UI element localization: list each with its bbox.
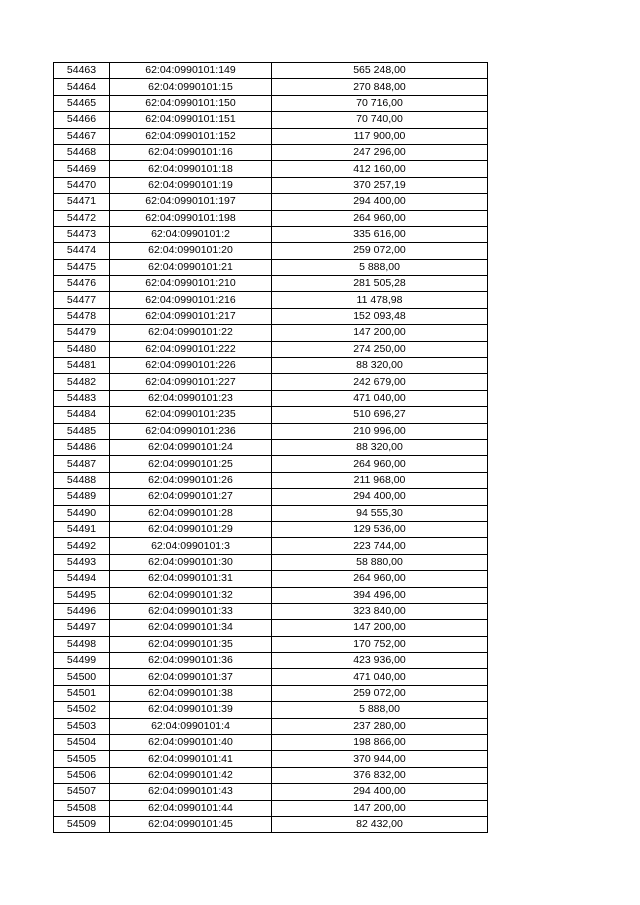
- cadastral-number-cell: 62:04:0990101:32: [110, 587, 272, 603]
- table-row: [54, 718, 488, 734]
- row-number-cell: 54463: [54, 63, 110, 79]
- table-body: [54, 63, 488, 833]
- table-row: [54, 472, 488, 488]
- row-number-cell: 54500: [54, 669, 110, 685]
- row-number-cell: 54497: [54, 620, 110, 636]
- row-number-cell: 54472: [54, 210, 110, 226]
- cadastral-value-cell: 264 960,00: [272, 210, 488, 226]
- cadastral-number-cell: 62:04:0990101:36: [110, 653, 272, 669]
- cadastral-number-cell: 62:04:0990101:4: [110, 718, 272, 734]
- row-number-cell: 54484: [54, 407, 110, 423]
- row-number-cell: 54479: [54, 325, 110, 341]
- cadastral-value-cell: 510 696,27: [272, 407, 488, 423]
- cadastral-value-cell: 294 400,00: [272, 784, 488, 800]
- table-row: [54, 554, 488, 570]
- cadastral-number-cell: 62:04:0990101:44: [110, 800, 272, 816]
- cadastral-number-cell: 62:04:0990101:40: [110, 735, 272, 751]
- cadastral-value-cell: 412 160,00: [272, 161, 488, 177]
- row-number-cell: 54473: [54, 226, 110, 242]
- row-number-cell: 54485: [54, 423, 110, 439]
- cadastral-value-cell: 210 996,00: [272, 423, 488, 439]
- cadastral-number-cell: 62:04:0990101:226: [110, 358, 272, 374]
- cadastral-value-cell: 274 250,00: [272, 341, 488, 357]
- row-number-cell: 54509: [54, 816, 110, 832]
- table-row: [54, 308, 488, 324]
- cadastral-number-cell: 62:04:0990101:152: [110, 128, 272, 144]
- row-number-cell: 54493: [54, 554, 110, 570]
- table-row: [54, 226, 488, 242]
- row-number-cell: 54504: [54, 735, 110, 751]
- cadastral-value-cell: 5 888,00: [272, 702, 488, 718]
- cadastral-number-cell: 62:04:0990101:21: [110, 259, 272, 275]
- row-number-cell: 54476: [54, 276, 110, 292]
- cadastral-value-cell: 147 200,00: [272, 620, 488, 636]
- table-row: [54, 767, 488, 783]
- cadastral-number-cell: 62:04:0990101:37: [110, 669, 272, 685]
- cadastral-value-cell: 247 296,00: [272, 144, 488, 160]
- row-number-cell: 54491: [54, 521, 110, 537]
- row-number-cell: 54470: [54, 177, 110, 193]
- row-number-cell: 54469: [54, 161, 110, 177]
- cadastral-value-cell: 565 248,00: [272, 63, 488, 79]
- cadastral-number-cell: 62:04:0990101:35: [110, 636, 272, 652]
- table-row: [54, 194, 488, 210]
- table-row: [54, 407, 488, 423]
- table-row: [54, 341, 488, 357]
- table-row: [54, 161, 488, 177]
- table-row: [54, 292, 488, 308]
- cadastral-value-cell: 88 320,00: [272, 439, 488, 455]
- table-row: [54, 144, 488, 160]
- row-number-cell: 54503: [54, 718, 110, 734]
- cadastral-number-cell: 62:04:0990101:43: [110, 784, 272, 800]
- cadastral-value-cell: 170 752,00: [272, 636, 488, 652]
- cadastral-number-cell: 62:04:0990101:210: [110, 276, 272, 292]
- table-row: [54, 95, 488, 111]
- row-number-cell: 54481: [54, 358, 110, 374]
- table-row: [54, 685, 488, 701]
- row-number-cell: 54506: [54, 767, 110, 783]
- cadastral-number-cell: 62:04:0990101:34: [110, 620, 272, 636]
- table-row: [54, 505, 488, 521]
- cadastral-number-cell: 62:04:0990101:39: [110, 702, 272, 718]
- table-row: [54, 358, 488, 374]
- row-number-cell: 54492: [54, 538, 110, 554]
- table-row: [54, 243, 488, 259]
- cadastral-number-cell: 62:04:0990101:2: [110, 226, 272, 242]
- row-number-cell: 54501: [54, 685, 110, 701]
- table-row: [54, 79, 488, 95]
- cadastral-value-cell: 294 400,00: [272, 489, 488, 505]
- cadastral-value-cell: 323 840,00: [272, 603, 488, 619]
- cadastral-number-cell: 62:04:0990101:222: [110, 341, 272, 357]
- table-row: [54, 456, 488, 472]
- table-row: [54, 63, 488, 79]
- cadastral-number-cell: 62:04:0990101:198: [110, 210, 272, 226]
- cadastral-number-cell: 62:04:0990101:151: [110, 112, 272, 128]
- cadastral-value-table: [53, 62, 488, 833]
- table-row: [54, 653, 488, 669]
- cadastral-number-cell: 62:04:0990101:16: [110, 144, 272, 160]
- cadastral-value-cell: 370 257,19: [272, 177, 488, 193]
- cadastral-number-cell: 62:04:0990101:217: [110, 308, 272, 324]
- table-row: [54, 177, 488, 193]
- cadastral-value-cell: 270 848,00: [272, 79, 488, 95]
- cadastral-number-cell: 62:04:0990101:197: [110, 194, 272, 210]
- cadastral-value-cell: 223 744,00: [272, 538, 488, 554]
- row-number-cell: 54487: [54, 456, 110, 472]
- table-row: [54, 390, 488, 406]
- table-row: [54, 816, 488, 832]
- row-number-cell: 54505: [54, 751, 110, 767]
- table-row: [54, 702, 488, 718]
- cadastral-value-cell: 335 616,00: [272, 226, 488, 242]
- cadastral-number-cell: 62:04:0990101:26: [110, 472, 272, 488]
- row-number-cell: 54465: [54, 95, 110, 111]
- cadastral-value-cell: 471 040,00: [272, 669, 488, 685]
- cadastral-value-cell: 294 400,00: [272, 194, 488, 210]
- row-number-cell: 54495: [54, 587, 110, 603]
- cadastral-number-cell: 62:04:0990101:24: [110, 439, 272, 455]
- row-number-cell: 54502: [54, 702, 110, 718]
- table-row: [54, 521, 488, 537]
- cadastral-value-cell: 242 679,00: [272, 374, 488, 390]
- table-row: [54, 571, 488, 587]
- cadastral-value-cell: 11 478,98: [272, 292, 488, 308]
- cadastral-value-cell: 117 900,00: [272, 128, 488, 144]
- row-number-cell: 54490: [54, 505, 110, 521]
- table-row: [54, 423, 488, 439]
- cadastral-value-cell: 152 093,48: [272, 308, 488, 324]
- table-row: [54, 489, 488, 505]
- cadastral-number-cell: 62:04:0990101:41: [110, 751, 272, 767]
- cadastral-number-cell: 62:04:0990101:27: [110, 489, 272, 505]
- table-row: [54, 669, 488, 685]
- cadastral-number-cell: 62:04:0990101:25: [110, 456, 272, 472]
- table-row: [54, 112, 488, 128]
- cadastral-value-cell: 281 505,28: [272, 276, 488, 292]
- cadastral-value-cell: 394 496,00: [272, 587, 488, 603]
- cadastral-value-cell: 264 960,00: [272, 571, 488, 587]
- table-row: [54, 259, 488, 275]
- row-number-cell: 54478: [54, 308, 110, 324]
- cadastral-number-cell: 62:04:0990101:30: [110, 554, 272, 570]
- cadastral-value-cell: 376 832,00: [272, 767, 488, 783]
- row-number-cell: 54494: [54, 571, 110, 587]
- table-row: [54, 276, 488, 292]
- table-row: [54, 374, 488, 390]
- cadastral-number-cell: 62:04:0990101:216: [110, 292, 272, 308]
- table-row: [54, 735, 488, 751]
- row-number-cell: 54486: [54, 439, 110, 455]
- row-number-cell: 54464: [54, 79, 110, 95]
- table-row: [54, 538, 488, 554]
- cadastral-number-cell: 62:04:0990101:33: [110, 603, 272, 619]
- table-row: [54, 587, 488, 603]
- cadastral-value-cell: 259 072,00: [272, 685, 488, 701]
- cadastral-number-cell: 62:04:0990101:3: [110, 538, 272, 554]
- cadastral-number-cell: 62:04:0990101:20: [110, 243, 272, 259]
- row-number-cell: 54480: [54, 341, 110, 357]
- row-number-cell: 54477: [54, 292, 110, 308]
- cadastral-number-cell: 62:04:0990101:235: [110, 407, 272, 423]
- cadastral-value-cell: 237 280,00: [272, 718, 488, 734]
- row-number-cell: 54474: [54, 243, 110, 259]
- row-number-cell: 54466: [54, 112, 110, 128]
- cadastral-value-cell: 211 968,00: [272, 472, 488, 488]
- cadastral-value-cell: 58 880,00: [272, 554, 488, 570]
- row-number-cell: 54488: [54, 472, 110, 488]
- row-number-cell: 54498: [54, 636, 110, 652]
- cadastral-value-cell: 70 716,00: [272, 95, 488, 111]
- cadastral-number-cell: 62:04:0990101:28: [110, 505, 272, 521]
- table-row: [54, 439, 488, 455]
- cadastral-value-cell: 198 866,00: [272, 735, 488, 751]
- cadastral-value-cell: 259 072,00: [272, 243, 488, 259]
- row-number-cell: 54468: [54, 144, 110, 160]
- table-row: [54, 210, 488, 226]
- cadastral-number-cell: 62:04:0990101:227: [110, 374, 272, 390]
- cadastral-number-cell: 62:04:0990101:236: [110, 423, 272, 439]
- cadastral-number-cell: 62:04:0990101:18: [110, 161, 272, 177]
- cadastral-value-cell: 94 555,30: [272, 505, 488, 521]
- cadastral-value-cell: 5 888,00: [272, 259, 488, 275]
- cadastral-value-cell: 471 040,00: [272, 390, 488, 406]
- table-row: [54, 751, 488, 767]
- cadastral-value-cell: 88 320,00: [272, 358, 488, 374]
- cadastral-value-cell: 70 740,00: [272, 112, 488, 128]
- table-row: [54, 800, 488, 816]
- cadastral-number-cell: 62:04:0990101:29: [110, 521, 272, 537]
- table-row: [54, 784, 488, 800]
- cadastral-number-cell: 62:04:0990101:22: [110, 325, 272, 341]
- cadastral-number-cell: 62:04:0990101:150: [110, 95, 272, 111]
- table-row: [54, 620, 488, 636]
- row-number-cell: 54467: [54, 128, 110, 144]
- cadastral-value-cell: 147 200,00: [272, 325, 488, 341]
- cadastral-number-cell: 62:04:0990101:42: [110, 767, 272, 783]
- cadastral-number-cell: 62:04:0990101:31: [110, 571, 272, 587]
- row-number-cell: 54508: [54, 800, 110, 816]
- document-page: [53, 62, 487, 833]
- table-row: [54, 603, 488, 619]
- row-number-cell: 54475: [54, 259, 110, 275]
- cadastral-value-cell: 147 200,00: [272, 800, 488, 816]
- cadastral-number-cell: 62:04:0990101:45: [110, 816, 272, 832]
- cadastral-number-cell: 62:04:0990101:23: [110, 390, 272, 406]
- row-number-cell: 54489: [54, 489, 110, 505]
- cadastral-number-cell: 62:04:0990101:38: [110, 685, 272, 701]
- table-row: [54, 636, 488, 652]
- cadastral-value-cell: 423 936,00: [272, 653, 488, 669]
- row-number-cell: 54483: [54, 390, 110, 406]
- row-number-cell: 54496: [54, 603, 110, 619]
- table-row: [54, 325, 488, 341]
- cadastral-value-cell: 370 944,00: [272, 751, 488, 767]
- cadastral-value-cell: 264 960,00: [272, 456, 488, 472]
- row-number-cell: 54471: [54, 194, 110, 210]
- cadastral-number-cell: 62:04:0990101:149: [110, 63, 272, 79]
- table-row: [54, 128, 488, 144]
- row-number-cell: 54507: [54, 784, 110, 800]
- cadastral-value-cell: 82 432,00: [272, 816, 488, 832]
- cadastral-value-cell: 129 536,00: [272, 521, 488, 537]
- row-number-cell: 54482: [54, 374, 110, 390]
- row-number-cell: 54499: [54, 653, 110, 669]
- cadastral-number-cell: 62:04:0990101:15: [110, 79, 272, 95]
- cadastral-number-cell: 62:04:0990101:19: [110, 177, 272, 193]
